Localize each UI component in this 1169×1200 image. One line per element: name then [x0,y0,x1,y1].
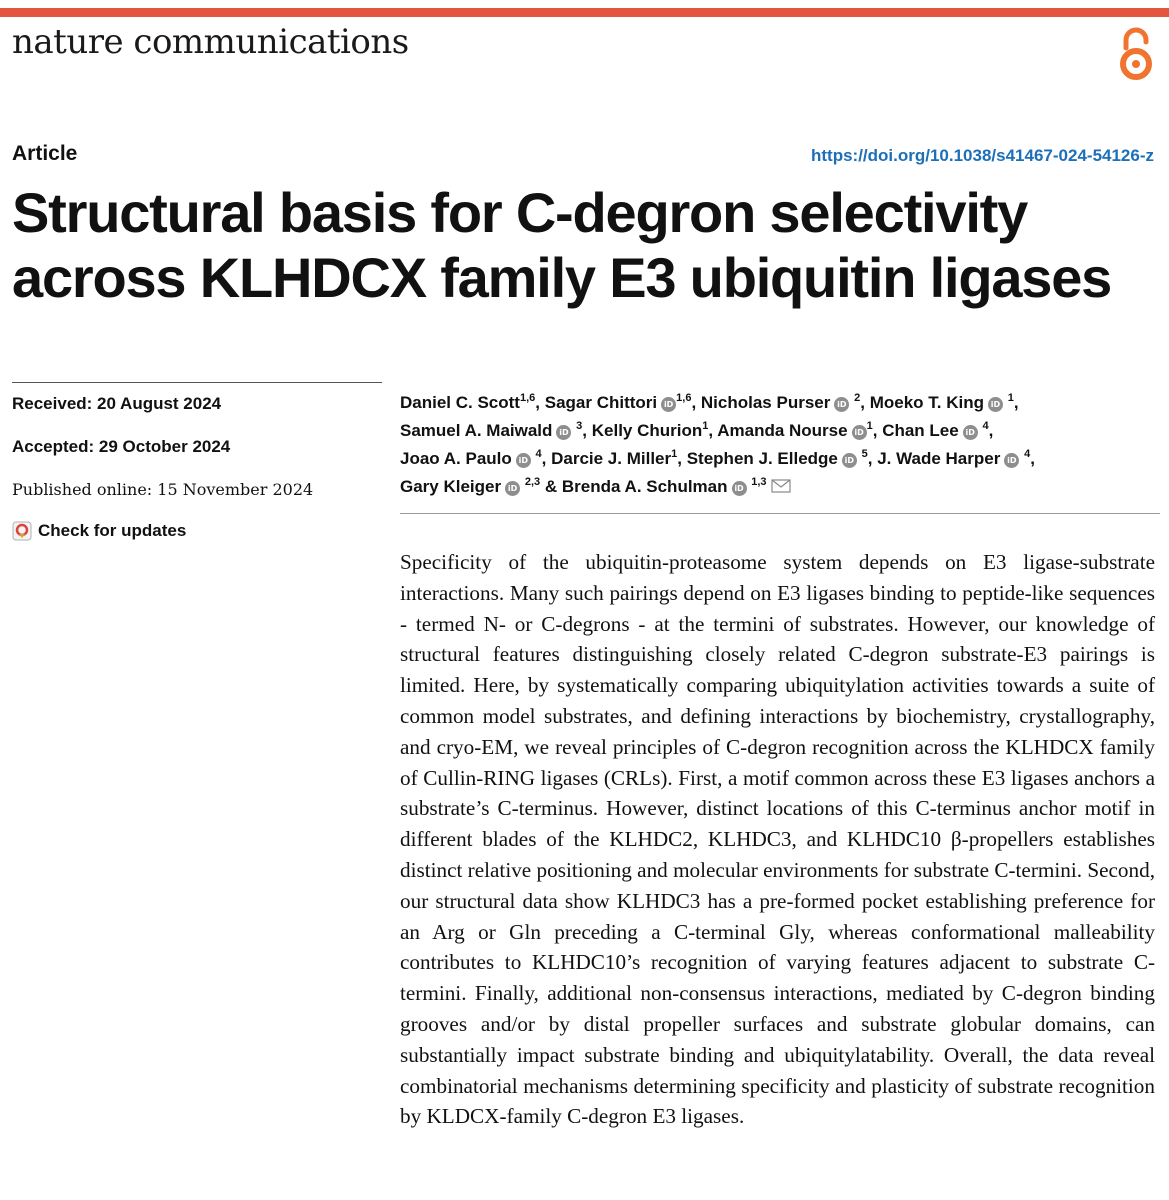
orcid-icon[interactable]: iD [556,425,571,440]
article-type: Article [12,142,78,165]
author[interactable]: Darcie J. Miller$^1$ [551,448,678,468]
journal-name[interactable]: nature communications [12,22,409,62]
accepted-date: Accepted: 29 October 2024 [12,437,231,456]
doi-link[interactable]: https://doi.org/10.1038/s41467-024-54126-z [811,146,1154,165]
orcid-icon[interactable]: iD [842,453,857,468]
brand-bar [0,8,1169,17]
author[interactable]: Moeko T. King iD $^1$ [869,392,1014,412]
divider [12,382,382,383]
check-for-updates-button[interactable] [12,521,186,541]
author[interactable]: Gary Kleiger iD $^{2,3}$ [400,476,541,496]
author[interactable]: Nicholas Purser iD $^2$ [700,392,861,412]
check-for-updates-label: Check for updates [38,521,187,540]
author[interactable]: Kelly Churion$^1$ [591,420,709,440]
article-dates [12,390,382,519]
author-line: Daniel C. Scott$^{1,6}$, Sagar Chittori iD$^{1,6}$, Nicholas Purser iD $^2$, Moeko T. King iD $^1$, [400,392,1019,412]
author[interactable]: J. Wade Harper iD $^4$ [877,448,1031,468]
orcid-icon[interactable]: iD [661,397,676,412]
orcid-icon[interactable]: iD [1004,453,1019,468]
mail-icon[interactable] [771,479,791,493]
orcid-icon[interactable]: iD [732,481,747,496]
orcid-icon[interactable]: iD [963,425,978,440]
abstract: Specificity of the ubiquitin-proteasome system depends on E3 ligase-substrate interactions. Many such pairings depend on E3 ligases binding to peptide-like sequences - termed N- or C-degrons - at the termini of substrates. However, our knowledge of structural features distinguishing closely related C-degron substrate-E3 pairings is limited. Here, by systematically comparing ubiquitylation activities towards a suite of common model substrates, and defining interactions by biochemistry, crystallography, and cryo-EM, we reveal principles of C-degron recognition across the KLHDCX family of Cullin-RING ligases (CRLs). First, a motif common across these E3 ligases anchors a substrate’s C-terminus. However, distinct locations of this C-terminus anchor motif in different blades of the KLHDC2, KLHDC3, and KLHDC10 β-propellers establishes distinct relative positioning and molecular environments for substrate C-termini. Second, our structural data show KLHDC3 has a pre-formed pocket establishing preference for an Arg or Gln preceding a C-terminal Gly, whereas conformational malleability contributes to KLHDC10’s recognition of varying features adjacent to substrate C-termini. Finally, additional non-consensus interactions, mediated by C-degron binding grooves and/or by distal propeller surfaces and substrate globular domains, can substantially impact substrate binding and ubiquitylatability. Overall, the data reveal combinatorial mechanisms determining specificity and plasticity of substrate recognition by KLDCX-family C-degron E3 ligases. [400,550,1155,1129]
check-for-updates-icon [12,521,32,541]
author-line: Joao A. Paulo iD $^4$, Darcie J. Miller$^1$, Stephen J. Elledge iD $^5$, J. Wade Harper iD $^4$, [400,448,1035,468]
orcid-icon[interactable]: iD [505,481,520,496]
author[interactable]: Stephen J. Elledge iD $^5$ [686,448,868,468]
author[interactable]: Amanda Nourse $iD^1$ [717,420,873,440]
author-line: Samuel A. Maiwald iD $^3$, Kelly Churion$^1$, Amanda Nourse $iD^1$, Chan Lee iD $^4$, [400,420,994,440]
article-title: Structural basis for C-degron selectivity across KLHDCX family E3 ubiquitin ligases [12,181,1112,309]
author[interactable]: Sagar Chittori iD$^{1,6}$ [544,392,692,412]
orcid-icon[interactable]: iD [852,425,867,440]
author-line: Gary Kleiger iD $^{2,3}$ & Brenda A. Schulman iD $^{1,3}$ [400,473,1165,501]
open-access-icon [1114,26,1158,82]
author[interactable]: Joao A. Paulo iD $^4$ [400,448,542,468]
orcid-icon[interactable]: iD [516,453,531,468]
orcid-icon[interactable]: iD [834,397,849,412]
author-list [400,389,1165,501]
orcid-icon[interactable]: iD [988,397,1003,412]
published-date: Published online: 15 November 2024 [12,480,314,499]
divider [400,513,1160,514]
author[interactable]: Samuel A. Maiwald iD $^3$ [400,420,583,440]
received-date: Received: 20 August 2024 [12,394,222,413]
author[interactable]: Daniel C. Scott$^{1,6}$ [400,392,536,412]
author[interactable]: Brenda A. Schulman iD $^{1,3}$ [561,476,767,496]
author[interactable]: Chan Lee iD $^4$ [882,420,989,440]
